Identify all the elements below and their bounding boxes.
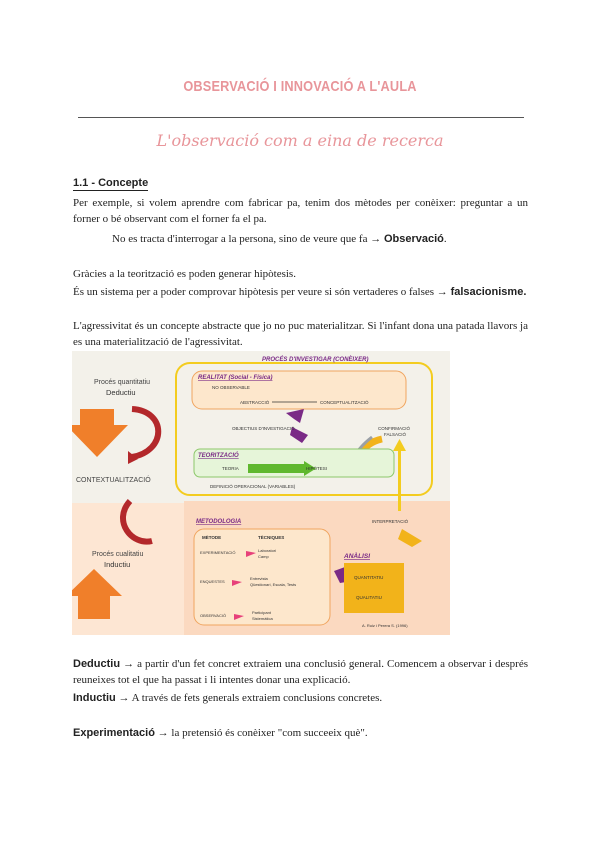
confirmacio: CONFIRMACIÓ bbox=[378, 426, 410, 431]
hipotesi: HIPÒTESI bbox=[306, 466, 328, 471]
quantitatiu: QUANTITATIU bbox=[354, 575, 384, 580]
tecniques: TÈCNIQUES bbox=[258, 535, 285, 540]
paragraph-5: L'agressivitat és un concepte abstracte que jo no puc materialitzar. Si l'infant dona una patada llavors ja es una materialització de l'agressivitat. bbox=[73, 320, 528, 348]
no-observable: NO OBSERVABLE bbox=[212, 385, 250, 390]
analisi-title: ANÀLISI bbox=[344, 553, 370, 560]
observacio: OBSERVACIÓ bbox=[200, 613, 227, 618]
lab-1: Laboratori bbox=[258, 548, 277, 553]
entrevista-1: Entrevista bbox=[250, 576, 268, 581]
paragraph-4: És un sistema per a poder comprovar hipòtesis per veure si són vertaderes o falses → falsacionisme. bbox=[73, 286, 527, 298]
metode: MÈTODE bbox=[202, 535, 222, 540]
diagram-credit: A. Ruiz i Perera S. (1996) bbox=[362, 623, 408, 628]
paragraph-1: Per exemple, si volem aprendre com fabricar pa, tenim dos mètodes per conèixer: preguntar a un forner o bé observant com el forner fa el pa. bbox=[73, 197, 528, 225]
abstraccio: ABSTRACCIÓ bbox=[240, 400, 270, 405]
falsacio: FALSACIÓ bbox=[384, 432, 407, 437]
definicio: DEFINICIÓ OPERACIONAL (VARIABLES) bbox=[210, 484, 296, 489]
paragraph-8: Experimentació → la pretensió és conèixer "com succeeix què". bbox=[73, 727, 368, 739]
paragraph-6: Deductiu → a partir d'un fet concret extraiem una conclusió general. Comencem a observar i després reuneixes tot el que ha passat i li intentes donar una explicació. bbox=[73, 658, 528, 686]
realitat-title: REALITAT (Social - Física) bbox=[198, 375, 273, 381]
conceptualitzacio: CONCEPTUALITZACIÓ bbox=[320, 400, 369, 405]
paragraph-3: Gràcies a la teorització es poden generar hipòtesis. bbox=[73, 268, 296, 280]
objectius: OBJECTIUS D'INVESTIGACIÓ bbox=[232, 426, 295, 431]
paragraph-2: No es tracta d'interrogar a la persona, sino de veure que fa → Observació. bbox=[112, 233, 447, 245]
paragraph-7: Inductiu → A través de fets generals extraiem conclusions concretes. bbox=[73, 692, 383, 704]
title-rule bbox=[78, 117, 524, 118]
enquestes: ENQUESTES bbox=[200, 579, 225, 584]
left-deductive: Deductiu bbox=[106, 388, 136, 397]
diagram-header: PROCÉS D'INVESTIGAR (CONÈIXER) bbox=[262, 357, 369, 363]
obs-2: Sistemàtica bbox=[252, 616, 273, 621]
teoria: TEORIA bbox=[222, 466, 239, 471]
doc-title: OBSERVACIÓ I INNOVACIÓ A L'AULA bbox=[183, 78, 417, 95]
experimentacio: EXPERIMENTACIÓ bbox=[200, 550, 236, 555]
entrevista-2: Qüestionari, Escala, Tests bbox=[250, 582, 297, 587]
left-context: CONTEXTUALITZACIÓ bbox=[76, 477, 151, 484]
research-process-diagram bbox=[72, 351, 450, 635]
lab-2: Camp bbox=[258, 554, 269, 559]
doc-subtitle: L'observació com a eina de recerca bbox=[156, 131, 444, 150]
left-inductive: Inductiu bbox=[104, 560, 131, 569]
qualitatiu: QUALITATIU bbox=[356, 595, 382, 600]
metodologia-title: METODOLOGIA bbox=[196, 519, 242, 525]
interpretacio: INTERPRETACIÓ bbox=[372, 519, 409, 524]
teoritzacio-title: TEORITZACIÓ bbox=[198, 453, 239, 459]
left-quantitative: Procés quantitatiu bbox=[94, 379, 151, 386]
left-qualitative: Procés cualitatiu bbox=[92, 551, 144, 558]
obs-1: Participant bbox=[252, 610, 271, 615]
section-heading: 1.1 - Concepte bbox=[73, 177, 149, 189]
